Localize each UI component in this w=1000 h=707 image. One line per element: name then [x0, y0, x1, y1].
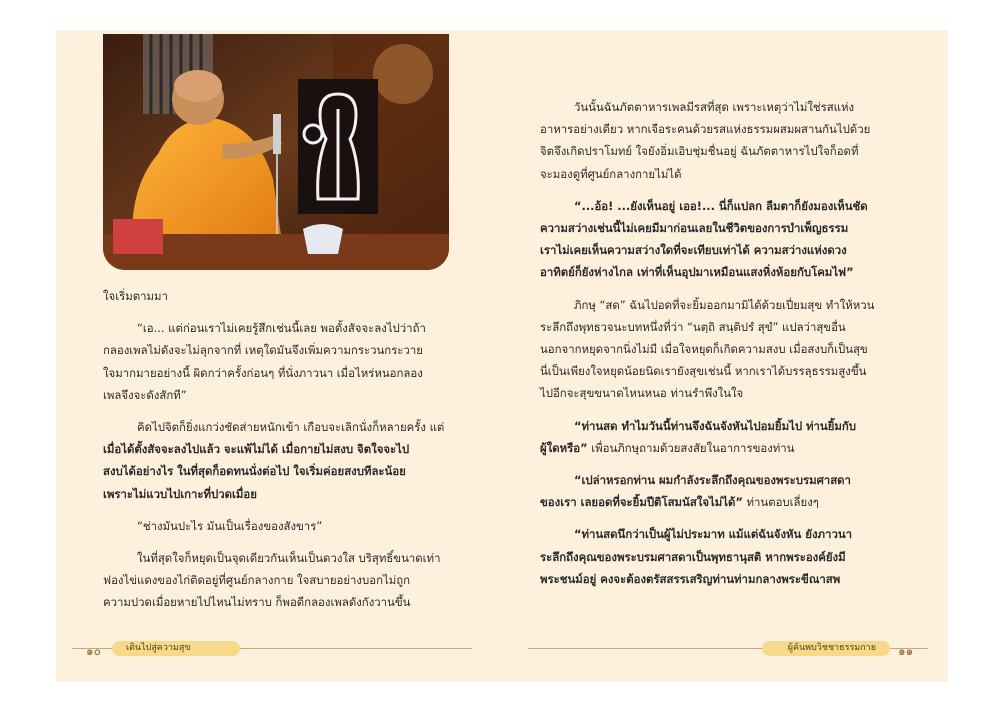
right-page-text: [540, 96, 900, 590]
text-line: เพราะไม่แวบไปเกาะที่ปวดเมื่อย: [103, 486, 257, 501]
text-line: ความปวดเมื่อยหายไปไหนไม่ทราบ ก็พอดีกลองเพลดังกังวานขึ้น: [103, 595, 411, 610]
footer-label-right: ผู้ค้นพบวิชชาธรรมกาย: [762, 641, 890, 656]
text-line: “ท่านสดนึกว่าเป็นผู้ไม่ประมาท แม้แต่ฉันจังหัน ยังภาวนา: [574, 527, 853, 542]
page-number-left: ๑๐: [86, 644, 101, 658]
text-line: ภิกษุ “สด” ฉันไปอดที่จะยิ้มออกมามิได้ด้วยเปี่ยมสุข ทำให้หวน: [574, 297, 875, 312]
text-line: ไปอีกจะสุขขนาดไหนหนอ ท่านรำพึงในใจ: [540, 386, 744, 401]
text-line: “เปล่าหรอกท่าน ผมกำลังระลึกถึงคุณของพระบรมศาสดา: [574, 473, 851, 488]
text-bold: ของเรา เลยอดที่จะยิ้มปีติโสมนัสใจไม่ได้”: [540, 495, 743, 510]
text-line: จะมองดูที่ศูนย์กลางกายไม่ได้: [540, 166, 682, 181]
text-line: “...อ้อ! ...ยังเห็นอยู่ เออ!... นี่ก็แปลก ลืมตาก็ยังมองเห็นชัด: [574, 198, 868, 213]
text-line: “ช่างมันปะไร มันเป็นเรื่องของสังขาร”: [137, 518, 323, 533]
page-number-right: ๑๑: [898, 644, 914, 658]
text-line: พระชนม์อยู่ คงจะต้องตรัสสรรเสริญท่านท่ามกลางพระขีณาสพ: [540, 571, 841, 586]
text-line-mixed: [540, 437, 900, 459]
text-line: ความสว่างเช่นนี้ไม่เคยมีมาก่อนเลยในชีวิตของการบำเพ็ญธรรม: [540, 221, 849, 236]
left-page-text: [103, 285, 449, 614]
text-line: ระลึกถึงพุทธวจนะบทหนึ่งที่ว่า “นตฺถิ สนฺติปรํ สุขํ” แปลว่าสุขอื่น: [540, 319, 846, 334]
text-regular: เพื่อนภิกษุถามด้วยสงสัยในอาการของท่าน: [591, 440, 795, 455]
text-line: วันนั้นฉันภัตตาหารเพลมีรสที่สุด เพราะเหตุว่าไม่ใช่รสแห่ง: [574, 100, 855, 114]
text-line: อาทิตย์ก็ยังห่างไกล เท่าที่เห็นอุปมาเหมือนแสงหิ่งห้อยกับโคมไฟ”: [540, 265, 854, 280]
text-line: ฟองไข่แดงของไก่ติดอยู่ที่ศูนย์กลางกาย ใจสบายอย่างบอกไม่ถูก: [103, 573, 410, 588]
text-line: เมื่อได้ตั้งสัจจะลงไปแล้ว จะแพ้ไม่ได้ เมื่อกายไม่สงบ จิตใจจะไป: [103, 442, 410, 457]
text-line: เพลจึงจะดังสักที”: [103, 387, 187, 402]
text-line: นอกจากหยุดจากนิ่งไม่มี เมื่อใจหยุดก็เกิดความสงบ เมื่อสงบก็เป็นสุข: [540, 342, 868, 357]
footer-label-left: เดินไปสู่ความสุข: [112, 641, 240, 656]
text-line: คิดไปจิตก็ยิ่งแกว่งชัดส่ายหนักเข้า เกือบจะเลิกนั่งก็หลายครั้ง แต่: [137, 420, 445, 435]
text-line: “เอ... แต่ก่อนเราไม่เคยรู้สึกเช่นนี้เลย พอตั้งสัจจะลงไปว่าถ้า: [137, 321, 426, 336]
text-line: นี่เป็นเพียงใจหยุดน้อยนิดเรายังสุขเช่นนี้ หากเราได้บรรลุธรรมสูงขึ้น: [540, 364, 867, 379]
text-regular: ท่านตอบเลี่ยงๆ: [746, 495, 819, 510]
text-line: ในที่สุดใจก็หยุดเป็นจุดเดียวกันเห็นเป็นดวงใส บริสุทธิ์ขนาดเท่า: [137, 551, 441, 566]
text-line: อาหารอย่างเดียว หากเจือระคนด้วยรสแห่งธรรมผสมผสานกันไปด้วย: [540, 122, 871, 137]
text-line: จิตจึงเกิดปราโมทย์ ใจยังอิ่มเอิบชุ่มชื่นอยู่ ฉันภัตตาหารไปใจก็อดที่: [540, 144, 859, 159]
text-line: สงบได้อย่างไร ในที่สุดก็อดทนนั่งต่อไป ใจเริ่มค่อยสงบทีละน้อย: [103, 464, 406, 479]
text-line: เราไม่เคยเห็นความสว่างใดที่จะเทียบเท่าได้ ความสว่างแห่งดวง: [540, 243, 847, 258]
text-line: “ท่านสด ทำไมวันนี้ท่านจึงฉันจังหันไปอมยิ้มไป ท่านยิ้มกับ: [574, 418, 857, 433]
text-line-mixed: [540, 491, 900, 513]
monk-photo: [103, 34, 449, 270]
text-line: กลองเพลไม่ดังจะไม่ลุกจากที่ เหตุใดมันจึงเพิ่มความกระวนกระวาย: [103, 343, 423, 358]
text-bold: ผู้ใดหรือ”: [540, 440, 588, 455]
text-line: ระลึกถึงคุณของพระบรมศาสดาเป็นพุทธานุสติ หากพระองค์ยังมี: [540, 549, 846, 564]
text-line: ใจมากมายอย่างนี้ ผิดกว่าครั้งก่อนๆ ที่นั่งภาวนา เมื่อไหร่หนอกลอง: [103, 365, 423, 380]
text-line: ใจเริ่มตามมา: [103, 289, 168, 303]
